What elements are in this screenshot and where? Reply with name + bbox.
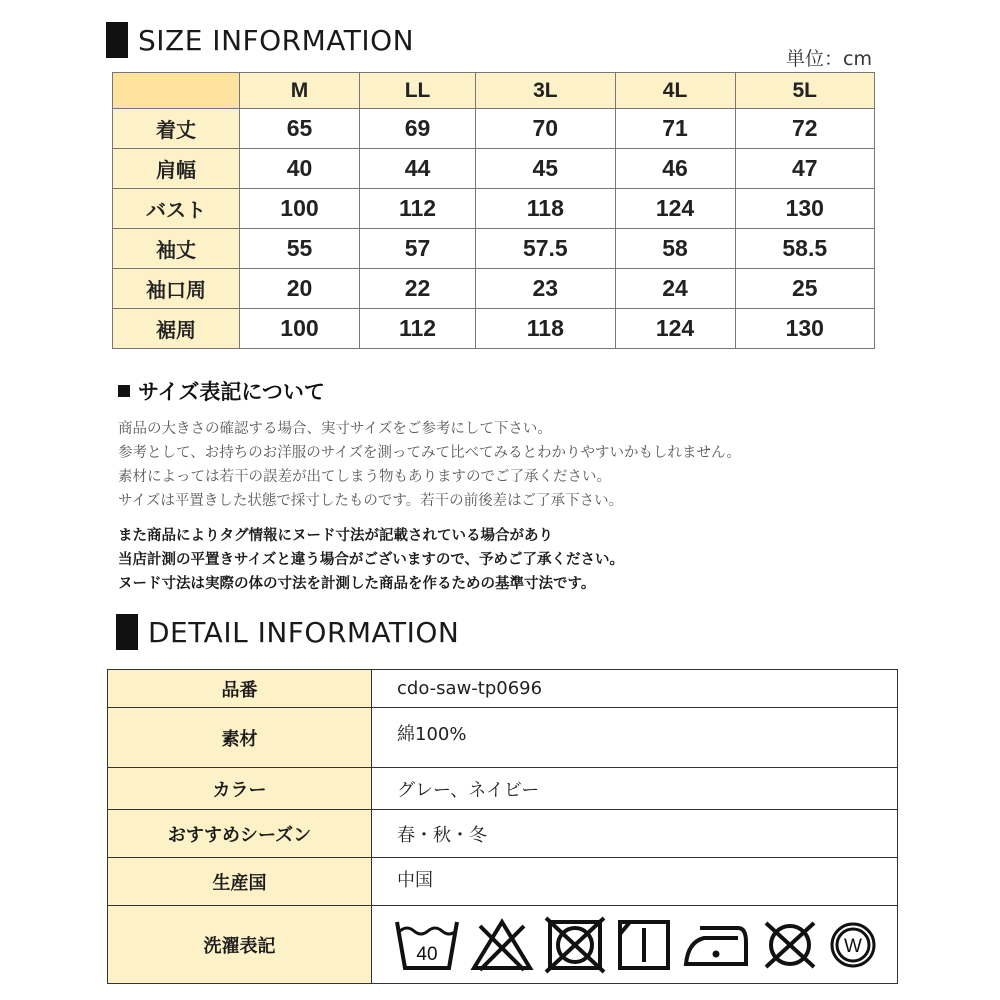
detail-row xyxy=(108,858,898,906)
notes-title: サイズ表記について xyxy=(138,380,325,404)
size-table-corner xyxy=(113,73,240,109)
detail-label: 洗濯表記 xyxy=(108,906,372,984)
square-bullet-icon xyxy=(118,385,130,397)
no-dry-clean-icon xyxy=(762,917,818,973)
size-cell: 112 xyxy=(359,309,475,349)
size-section-title: SIZE INFORMATION xyxy=(138,23,415,57)
size-col-header: 3L xyxy=(476,73,615,109)
no-bleach-icon xyxy=(470,918,534,972)
size-row-label: 袖口周 xyxy=(113,269,240,309)
size-cell: 71 xyxy=(615,109,735,149)
size-row-label: 肩幅 xyxy=(113,149,240,189)
size-col-header: 4L xyxy=(615,73,735,109)
size-cell: 24 xyxy=(615,269,735,309)
size-col-header: LL xyxy=(359,73,475,109)
heading-bar xyxy=(106,22,128,58)
size-row xyxy=(113,189,875,229)
size-cell: 130 xyxy=(735,189,874,229)
size-cell: 45 xyxy=(476,149,615,189)
detail-row xyxy=(108,810,898,858)
detail-section-heading xyxy=(116,614,459,650)
svg-text:W: W xyxy=(844,935,862,957)
size-row xyxy=(113,149,875,189)
notes-line: 参考として、お持ちのお洋服のサイズを測ってみて比べてみるとわかりやすいかもしれません。 xyxy=(118,445,741,461)
size-cell: 70 xyxy=(476,109,615,149)
detail-value: 綿100% xyxy=(372,708,898,768)
notes-bold-line: ヌード寸法は実際の体の寸法を計測した商品を作るための基準寸法です。 xyxy=(118,576,596,592)
notes-line: 素材によっては若干の誤差が出てしまう物もありますのでご了承ください。 xyxy=(118,469,611,485)
size-col-header: M xyxy=(240,73,360,109)
size-cell: 124 xyxy=(615,189,735,229)
detail-label: おすすめシーズン xyxy=(108,810,372,858)
care-icons-cell xyxy=(372,906,898,984)
size-cell: 118 xyxy=(476,309,615,349)
size-cell: 112 xyxy=(359,189,475,229)
size-row-label: 袖丈 xyxy=(113,229,240,269)
detail-value: 中国 xyxy=(372,858,898,906)
care-icons xyxy=(394,916,897,974)
detail-label: カラー xyxy=(108,768,372,810)
svg-text:40: 40 xyxy=(416,943,438,965)
size-cell: 58 xyxy=(615,229,735,269)
notes-heading xyxy=(118,376,325,406)
detail-label: 品番 xyxy=(108,670,372,708)
notes-line: サイズは平置きした状態で採寸したものです。若干の前後差はご了承下さい。 xyxy=(118,493,624,509)
size-row xyxy=(113,229,875,269)
detail-row xyxy=(108,906,898,984)
iron-low-icon xyxy=(682,918,752,972)
notes-bold-line: 当店計測の平置きサイズと違う場合がございますので、予めご了承ください。 xyxy=(118,552,625,568)
detail-section-title: DETAIL INFORMATION xyxy=(148,615,460,649)
size-cell: 100 xyxy=(240,309,360,349)
size-row-label: 着丈 xyxy=(113,109,240,149)
line-dry-icon xyxy=(616,918,672,972)
size-cell: 118 xyxy=(476,189,615,229)
size-row-label: 裾周 xyxy=(113,309,240,349)
detail-row xyxy=(108,708,898,768)
size-table xyxy=(112,72,875,349)
size-cell: 40 xyxy=(240,149,360,189)
size-cell: 57.5 xyxy=(476,229,615,269)
size-section-heading xyxy=(106,22,414,58)
detail-row xyxy=(108,768,898,810)
size-cell: 57 xyxy=(359,229,475,269)
notes-bold-body xyxy=(118,524,624,596)
size-cell: 72 xyxy=(735,109,874,149)
size-row xyxy=(113,109,875,149)
size-cell: 47 xyxy=(735,149,874,189)
detail-label: 素材 xyxy=(108,708,372,768)
detail-label: 生産国 xyxy=(108,858,372,906)
wash-40-icon xyxy=(394,918,460,972)
size-cell: 46 xyxy=(615,149,735,189)
detail-table xyxy=(107,669,898,984)
detail-value: グレー、ネイビー xyxy=(372,768,898,810)
size-cell: 25 xyxy=(735,269,874,309)
size-cell: 130 xyxy=(735,309,874,349)
size-cell: 22 xyxy=(359,269,475,309)
size-cell: 23 xyxy=(476,269,615,309)
size-cell: 124 xyxy=(615,309,735,349)
size-cell: 44 xyxy=(359,149,475,189)
size-row xyxy=(113,309,875,349)
size-col-header: 5L xyxy=(735,73,874,109)
notes-line: 商品の大きさの確認する場合、実寸サイズをご参考にして下さい。 xyxy=(118,421,552,437)
size-row-label: バスト xyxy=(113,189,240,229)
size-cell: 55 xyxy=(240,229,360,269)
notes-bold-line: また商品によりタグ情報にヌード寸法が記載されている場合があり xyxy=(118,528,553,544)
heading-bar xyxy=(116,614,138,650)
size-cell: 100 xyxy=(240,189,360,229)
detail-value: cdo-saw-tp0696 xyxy=(372,670,898,708)
size-row xyxy=(113,269,875,309)
no-tumble-dry-icon xyxy=(544,916,606,974)
size-cell: 58.5 xyxy=(735,229,874,269)
size-cell: 69 xyxy=(359,109,475,149)
wet-clean-icon xyxy=(828,920,878,970)
size-header-row xyxy=(113,73,875,109)
unit-label: 単位：cm xyxy=(786,48,872,70)
size-cell: 20 xyxy=(240,269,360,309)
detail-value: 春・秋・冬 xyxy=(372,810,898,858)
detail-row xyxy=(108,670,898,708)
size-cell: 65 xyxy=(240,109,360,149)
notes-body xyxy=(118,417,741,513)
